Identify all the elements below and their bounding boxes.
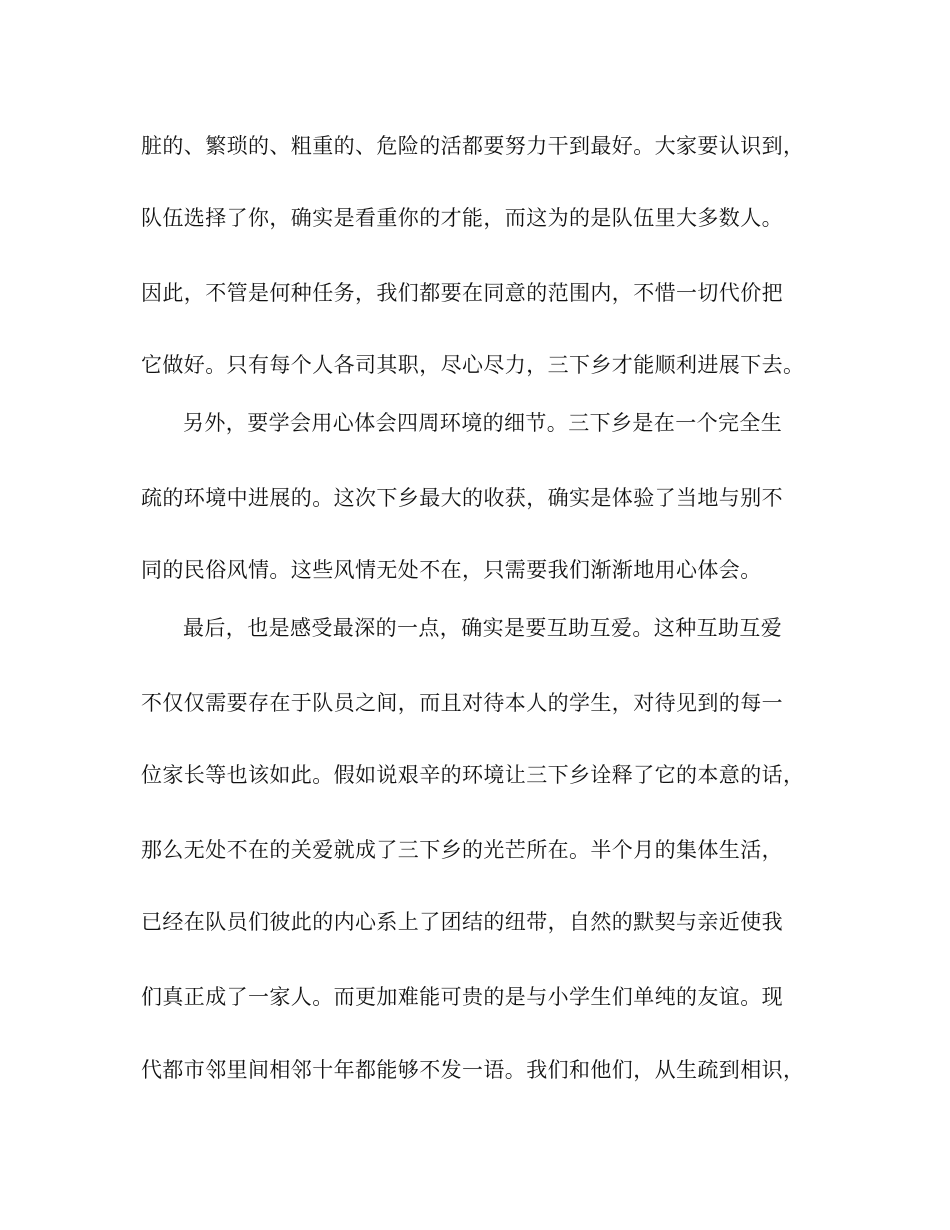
- text-line-14: 代都市邻里间相邻十年都能够不发一语。我们和他们，从生疏到相识，: [141, 1058, 805, 1082]
- text-line-9: 不仅仅需要存在于队员之间，而且对待本人的学生，对待见到的每一: [141, 691, 783, 715]
- text-line-2: 队伍选择了你，确实是看重你的才能，而这为的是队伍里大多数人。: [141, 206, 783, 230]
- text-line-7: 同的民俗风情。这些风情无处不在，只需要我们渐渐地用心体会。: [141, 558, 762, 582]
- text-line-4: 它做好。只有每个人各司其职，尽心尽力，三下乡才能顺利进展下去。: [141, 353, 805, 377]
- text-line-13: 们真正成了一家人。而更加难能可贵的是与小学生们单纯的友谊。现: [141, 985, 783, 1009]
- text-line-11: 那么无处不在的关爱就成了三下乡的光芒所在。半个月的集体生活，: [141, 838, 783, 862]
- text-line-8: 最后，也是感受最深的一点，确实是要互助互爱。这种互助互爱: [183, 616, 783, 640]
- text-line-10: 位家长等也该如此。假如说艰辛的环境让三下乡诠释了它的本意的话，: [141, 763, 805, 787]
- text-line-1: 脏的、繁琐的、粗重的、危险的活都要努力干到最好。大家要认识到，: [141, 134, 805, 158]
- text-line-12: 已经在队员们彼此的内心系上了团结的纽带，自然的默契与亲近使我: [141, 910, 783, 934]
- text-line-3: 因此，不管是何种任务，我们都要在同意的范围内，不惜一切代价把: [141, 281, 783, 305]
- text-line-5: 另外，要学会用心体会四周环境的细节。三下乡是在一个完全生: [183, 411, 783, 435]
- text-line-6: 疏的环境中进展的。这次下乡最大的收获，确实是体验了当地与别不: [141, 486, 783, 510]
